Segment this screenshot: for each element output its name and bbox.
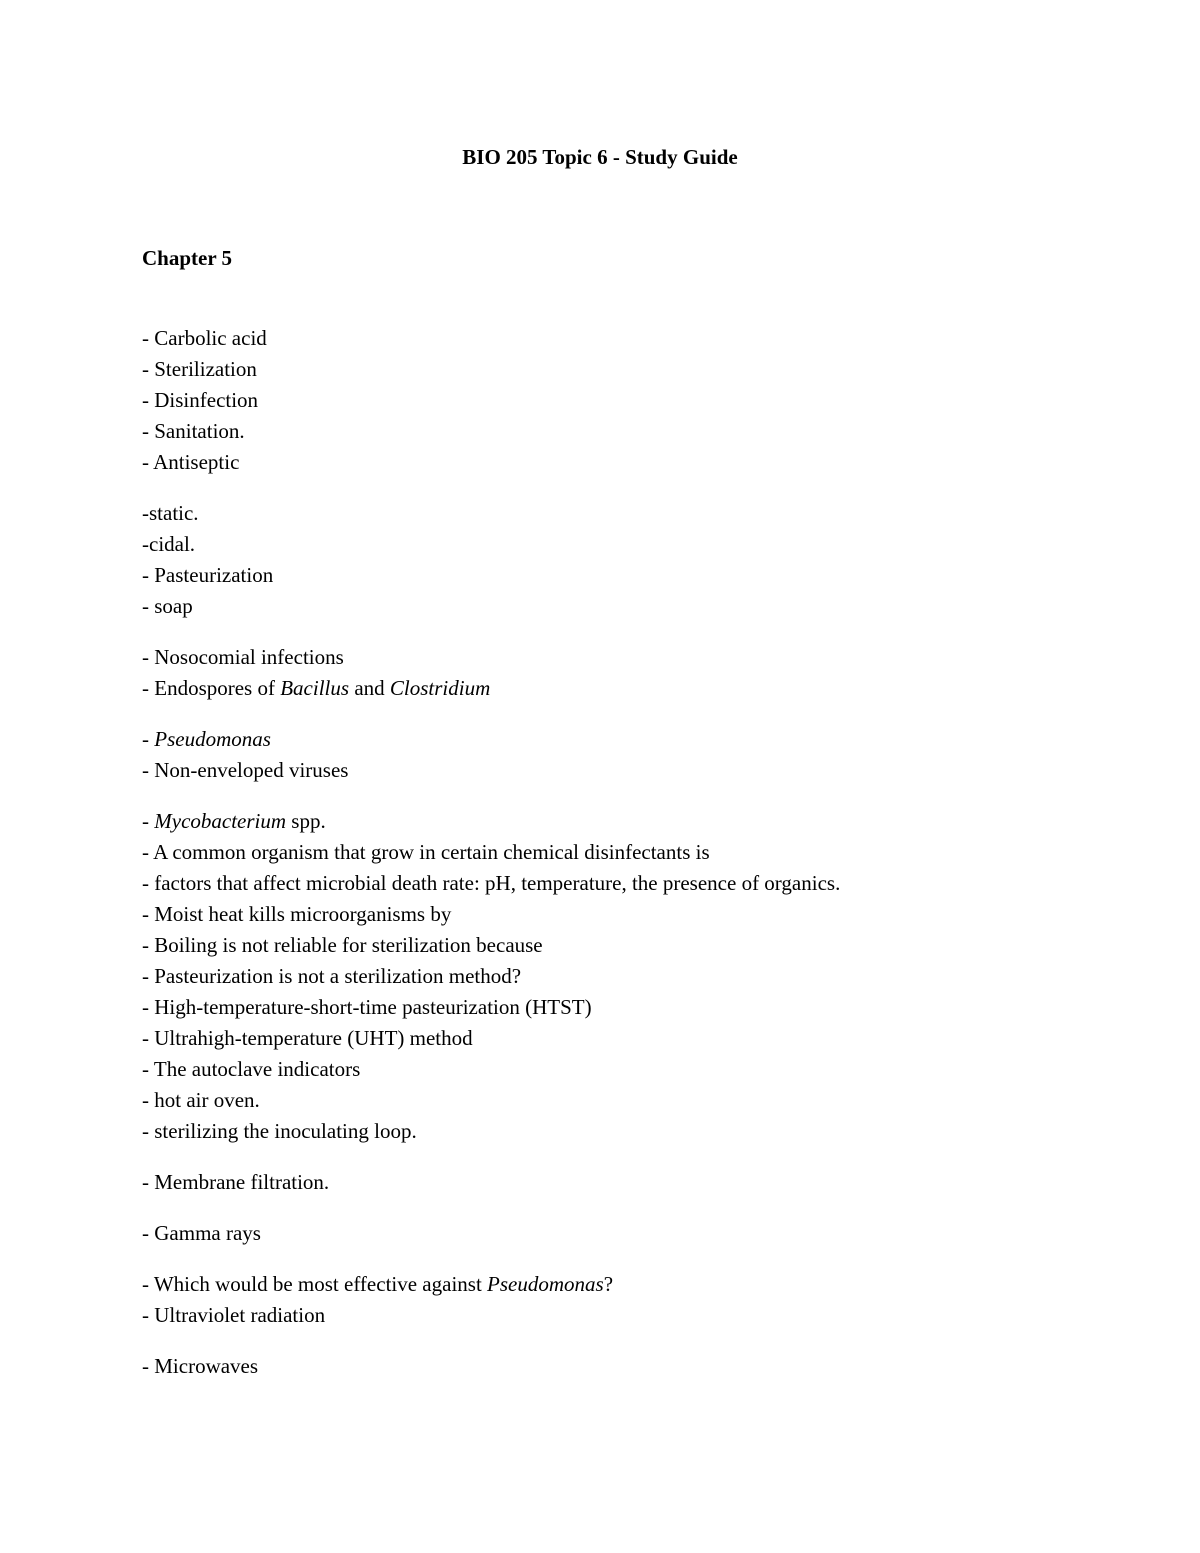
item-text: - Ultrahigh-temperature (UHT) method (142, 1026, 473, 1050)
item-text: - Which would be most effective against (142, 1272, 488, 1296)
list-item (142, 992, 1102, 1023)
italic-term: Clostridium (389, 676, 491, 700)
item-text: - factors that affect microbial death rate: pH, temperature, the presence of organics. (142, 871, 841, 895)
item-text: - Ultraviolet radiation (142, 1303, 326, 1327)
list-item (142, 1116, 1102, 1147)
term-list (142, 323, 1102, 1402)
item-text: - Boiling is not reliable for sterilization because (142, 933, 543, 957)
list-item (142, 560, 1102, 591)
item-text: - Membrane filtration. (142, 1170, 330, 1194)
item-text: - hot air oven. (142, 1088, 260, 1112)
list-item (142, 724, 1102, 755)
italic-term: Pseudomonas (154, 727, 271, 751)
italic-term: Mycobacterium (154, 809, 287, 833)
list-item (142, 930, 1102, 961)
list-item (142, 385, 1102, 416)
term-group (142, 642, 1102, 704)
item-text: - Microwaves (142, 1354, 259, 1378)
item-text: - A common organism that grow in certain chemical disinfectants is (142, 840, 710, 864)
list-item (142, 806, 1102, 837)
item-text: -static. (142, 501, 199, 525)
list-item (142, 416, 1102, 447)
list-item (142, 1351, 1102, 1382)
item-text: - Endospores of (142, 676, 281, 700)
item-text: - soap (142, 594, 193, 618)
term-group (142, 323, 1102, 478)
item-text: - Gamma rays (142, 1221, 261, 1245)
term-group (142, 498, 1102, 622)
item-text: - Nosocomial infections (142, 645, 344, 669)
item-text: - Non-enveloped viruses (142, 758, 349, 782)
list-item (142, 1218, 1102, 1249)
item-text: - Sanitation. (142, 419, 245, 443)
item-text: ? (603, 1272, 614, 1296)
item-text: and (349, 676, 390, 700)
list-item (142, 354, 1102, 385)
item-text: - (142, 727, 155, 751)
list-item (142, 1300, 1102, 1331)
item-text: - High-temperature-short-time pasteurization (HTST) (142, 995, 592, 1019)
item-text: - Antiseptic (142, 450, 240, 474)
list-item (142, 447, 1102, 478)
list-item (142, 323, 1102, 354)
term-group (142, 1269, 1102, 1331)
italic-term: Bacillus (280, 676, 350, 700)
item-text: - Disinfection (142, 388, 259, 412)
term-group (142, 1218, 1102, 1249)
list-item (142, 591, 1102, 622)
list-item (142, 755, 1102, 786)
list-item (142, 837, 1102, 868)
item-text: -cidal. (142, 532, 196, 556)
item-text: spp. (286, 809, 326, 833)
term-group (142, 1167, 1102, 1198)
term-group (142, 1351, 1102, 1382)
list-item (142, 1269, 1102, 1300)
list-item (142, 673, 1102, 704)
list-item (142, 868, 1102, 899)
item-text: - Moist heat kills microorganisms by (142, 902, 452, 926)
list-item (142, 1167, 1102, 1198)
item-text: - Carbolic acid (142, 326, 267, 350)
term-group (142, 806, 1102, 1147)
italic-term: Pseudomonas (487, 1272, 604, 1296)
list-item (142, 899, 1102, 930)
item-text: - (142, 809, 155, 833)
term-group (142, 724, 1102, 786)
list-item (142, 529, 1102, 560)
item-text: - Pasteurization (142, 563, 274, 587)
list-item (142, 498, 1102, 529)
list-item (142, 1023, 1102, 1054)
item-text: - sterilizing the inoculating loop. (142, 1119, 417, 1143)
list-item (142, 1085, 1102, 1116)
document-title: BIO 205 Topic 6 - Study Guide (462, 145, 738, 169)
item-text: - Sterilization (142, 357, 257, 381)
item-text: - The autoclave indicators (142, 1057, 361, 1081)
list-item (142, 961, 1102, 992)
list-item (142, 1054, 1102, 1085)
list-item (142, 642, 1102, 673)
chapter-heading: Chapter 5 (142, 246, 233, 270)
item-text: - Pasteurization is not a sterilization method? (142, 964, 522, 988)
